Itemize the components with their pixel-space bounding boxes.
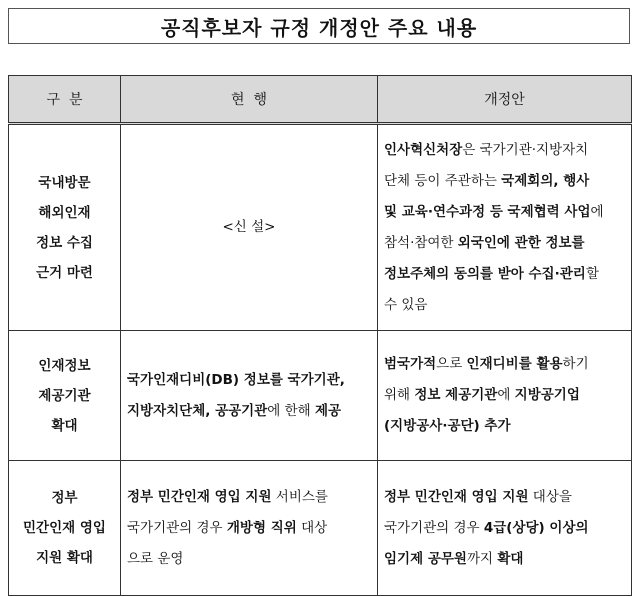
text-line [384, 411, 625, 442]
page-title: 공직후보자 규정 개정안 주요 내용 [160, 15, 478, 40]
bold-text: 4급(상당) 이상의 [483, 519, 589, 536]
proposed-cell [378, 331, 632, 461]
text-line [384, 290, 625, 321]
text-line [384, 482, 625, 513]
text-line [384, 380, 625, 411]
text-line [384, 349, 625, 380]
plain-text: 에 [590, 203, 604, 220]
bold-text: (지방공사·공단) 추가 [384, 418, 511, 434]
text-line [384, 135, 625, 166]
table-row [9, 124, 632, 331]
plain-text: 으로 [436, 356, 467, 372]
bold-text: 범국가적 [384, 356, 437, 372]
text-line [127, 513, 371, 544]
bold-text: 지방공기업 [514, 387, 580, 403]
plain-text: 까지 [466, 550, 498, 567]
text-line [127, 544, 371, 575]
plain-text: 대상을 [528, 488, 572, 505]
plain-text: 에 [497, 387, 515, 403]
current-cell [121, 461, 378, 596]
text-line [384, 166, 625, 197]
header-current: 현 행 [121, 76, 378, 124]
bold-text: 임기제 공무원 [384, 550, 467, 567]
category-line: 민간인재 영입 [23, 520, 106, 536]
category-line: 제공기관 [38, 387, 91, 404]
header-proposed: 개정안 [378, 76, 632, 124]
row-category [9, 331, 121, 461]
category-line: 정보 수집 [36, 234, 93, 251]
row-category [9, 124, 121, 331]
text-line [127, 365, 371, 396]
current-cell [121, 331, 378, 461]
category-line: 근거 마련 [36, 264, 93, 281]
bold-text: 정부 민간인재 영입 지원 [127, 488, 272, 505]
plain-text: 참석·참여한 [384, 234, 458, 251]
plain-text: 대상 [296, 519, 328, 536]
header-row [9, 76, 632, 124]
table-row [9, 331, 632, 461]
plain-text: 할 [585, 265, 599, 282]
bold-text: 정보 제공기관 [414, 387, 498, 403]
plain-text: 하기 [562, 356, 589, 372]
category-line: 확대 [51, 417, 78, 434]
current-cell: <신 설> [121, 124, 378, 331]
plain-text: 단체 등이 주관하는 [384, 172, 502, 189]
category-line: 국내방문 [38, 174, 91, 191]
comparison-table [8, 75, 632, 596]
category-line: 정부 [51, 490, 78, 506]
proposed-cell [378, 124, 632, 331]
text-line [384, 513, 625, 544]
plain-text: 은 국가기관·지방자치 [462, 141, 589, 158]
plain-text: 국가기관의 경우 [127, 519, 227, 536]
text-line [384, 259, 625, 290]
bold-text: 국제회의, 행사 [501, 172, 590, 189]
bold-text: 인재디비를 활용 [466, 356, 563, 372]
bold-text: 지방자치단체, 공공기관 [127, 402, 268, 419]
bold-text: 외국인에 관한 정보를 [457, 234, 585, 251]
plain-text: 국가기관의 경우 [384, 519, 484, 536]
bold-text: 정보주체의 동의를 받아 수집·관리 [384, 265, 586, 282]
plain-text: 위해 [384, 387, 415, 403]
title-box [8, 8, 630, 44]
table-row [9, 461, 632, 596]
bold-text: 확대 [497, 550, 524, 567]
header-category: 구 분 [9, 76, 121, 124]
bold-text: 및 교육·연수과정 등 국제협력 사업 [384, 203, 591, 220]
category-line: 해외인재 [38, 204, 91, 221]
plain-text: 에 한해 [267, 402, 315, 419]
text-line [384, 544, 625, 575]
text-line [127, 482, 371, 513]
bold-text: 인사혁신처장 [384, 141, 463, 158]
text-line [384, 228, 625, 259]
bold-text: 개방형 직위 [226, 519, 297, 536]
row-category [9, 461, 121, 596]
category-line: 지원 확대 [36, 550, 93, 566]
plain-text: 수 있음 [384, 296, 428, 313]
plain-text: 으로 운영 [127, 550, 184, 567]
bold-text: 정부 민간인재 영입 지원 [384, 488, 529, 505]
bold-text: 제공 [314, 402, 342, 419]
proposed-cell [378, 461, 632, 596]
category-line: 인재정보 [38, 357, 91, 374]
text-line [127, 396, 371, 427]
plain-text: 서비스를 [271, 488, 328, 505]
text-line [384, 197, 625, 228]
bold-text: 국가인재디비(DB) 정보를 국가기관, [127, 371, 345, 388]
